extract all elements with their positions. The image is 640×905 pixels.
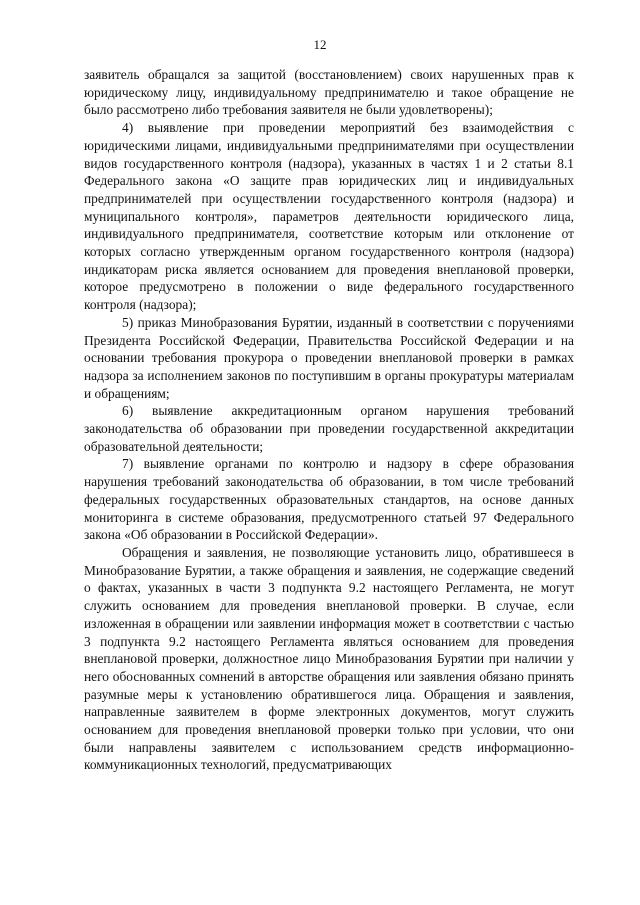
- paragraph: 7) выявление органами по контролю и надзору в сфере образования нарушения требований законодательства об образовании, в том числе требований федеральных государственных образовательных стандартов, на основе данных мониторинга в системе образования, предусмотренного статьей 97 Федерального закона «Об образовании в Российской Федерации».: [84, 456, 574, 543]
- paragraph: Обращения и заявления, не позволяющие установить лицо, обратившееся в Минобразование Бурятии, а также обращения и заявления, не содержащие сведений о фактах, указанных в части 3 подпункта 9.2 настоящего Регламента, не могут служить основанием для проведения внеплановой проверки. В случае, если изложенная в обращении или заявлении информация может в соответствии с частью 3 подпункта 9.2 настоящего Регламента являться основанием для проведения внеплановой проверки, должностное лицо Минобразования Бурятии при наличии у него обоснованных сомнений в авторстве обращения или заявления обязано принять разумные меры к установлению обратившегося лица. Обращения и заявления, направленные заявителем в форме электронных документов, могут служить основанием для проведения внеплановой проверки только при условии, что они были направлены заявителем с использованием средств информационно-коммуникационных технологий, предусматривающих: [84, 544, 574, 773]
- paragraph: 6) выявление аккредитационным органом нарушения требований законодательства об образовании при проведении государственной аккредитации образовательной деятельности;: [84, 403, 574, 454]
- paragraph: заявитель обращался за защитой (восстановлением) своих нарушенных прав к юридическому лицу, индивидуальному предпринимателю и такое обращение не было рассмотрено либо требования заявителя не были удовлетворены);: [84, 67, 574, 118]
- paragraph: 5) приказ Минобразования Бурятии, изданный в соответствии с поручениями Президента Российской Федерации, Правительства Российской Федерации и на основании требования прокурора о проведении внеплановой проверки в рамках надзора за исполнением законов по поступившим в органы прокуратуры материалам и обращениям;: [84, 314, 574, 401]
- paragraph: 4) выявление при проведении мероприятий без взаимодействия с юридическими лицами, индивидуальными предпринимателями при осуществлении видов государственного контроля (надзора), указанных в частях 1 и 2 статьи 8.1 Федерального закона «О защите прав юридических лиц и индивидуальных предпринимателей при осуществлении государственного контроля (надзора) и муниципального контроля», параметров деятельности юридического лица, индивидуального предпринимателя, соответствие которым или отклонение от которых согласно утвержденным органом государственного контроля (надзора) индикаторам риска является основанием для проведения внеплановой проверки, которое предусмотрено в положении о виде федерального государственного контроля (надзора);: [84, 120, 574, 313]
- page-body: [84, 66, 574, 774]
- page-number: 12: [313, 37, 327, 52]
